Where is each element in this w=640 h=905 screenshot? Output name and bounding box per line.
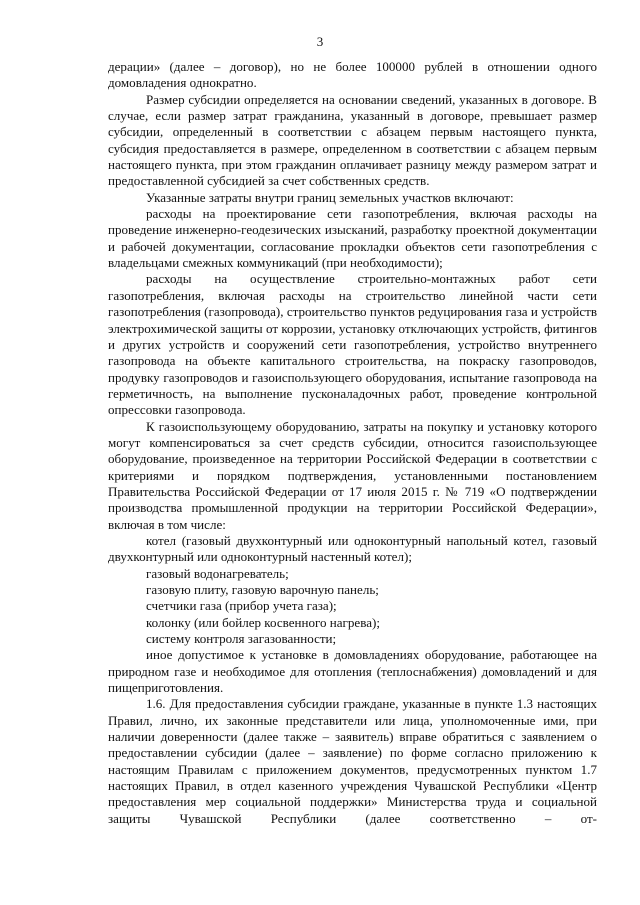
list-item-gas-control: систему контроля загазованности; bbox=[146, 631, 337, 647]
paragraph-1-6: 1.6. Для предоставления субсидии граждане, указанные в пункте 1.3 настоящих Правил, лично, их законные представители или лица, уполномоченные ими, при наличии доверенности (далее также – заявитель) вправе обратиться с заявлением о предоставлении субсидии (далее – заявление) по форме согласно приложению к настоящим Правилам с приложением документов, предусмотренных пунктом 1.7 настоящих Правил, в отдел казенного учреждения Чувашской Республики «Центр предоставления мер социальной поддержки» Министерства труда и социальной защиты Чувашской Республики (далее соответственно – от- bbox=[108, 696, 597, 826]
list-item-water-heater: газовый водонагреватель; bbox=[146, 565, 289, 581]
list-item-other-equipment: иное допустимое к установке в домовладениях оборудование, работающее на природном газе и необходимое для отопления (теплоснабжения) домовладений и для пищеприготовления. bbox=[108, 647, 597, 696]
list-item-column: колонку (или бойлер косвенного нагрева); bbox=[146, 614, 380, 630]
paragraph-1: дерации» (далее – договор), но не более 100000 рублей в отношении одного домовладения однократно. bbox=[108, 59, 597, 91]
paragraph-5: расходы на осуществление строительно-монтажных работ сети газопотребления, включая расходы на строительство линейной части сети газопотребления (газопровода), строительство пунктов редуцирования газа и устройств электрохимической защиты от коррозии, установку отключающих устройств, фитингов и других устройств и сооружений сети газопотребления, устройство внутреннего газопровода на объекте капитального строительства, на покраску газопроводов, продувку газопроводов и газоиспользующего оборудования, испытание газопровода на герметичность, на выполнение пусконаладочных работ, проведение контрольной опрессовки газопровода. bbox=[108, 271, 597, 418]
paragraph-6: К газоиспользующему оборудованию, затраты на покупку и установку которого могут компенсироваться за счет средств субсидии, относится газоиспользующее оборудование, произведенное на территории Российской Федерации в соответствии с критериями и порядком подтверждения, установленными постановлением Правительства Российской Федерации от 17 июля 2015 г. № 719 «О подтверждении производства промышленной продукции на территории Российской Федерации», включая в том числе: bbox=[108, 418, 597, 532]
list-item-boiler: котел (газовый двухконтурный или одноконтурный напольный котел, газовый двухконтурный или одноконтурный настенный котел); bbox=[108, 532, 597, 565]
list-item-stove: газовую плиту, газовую варочную панель; bbox=[146, 582, 379, 597]
paragraph-2: Размер субсидии определяется на основании сведений, указанных в договоре. В случае, если размер затрат гражданина, указанный в договоре, превышает размер субсидии, определенный в соответствии с абзацем первым настоящего пункта, субсидия предоставляется в размере, определенном в соответствии с абзацем первым настоящего пункта, при этом гражданин оплачивает разницу между размером затрат и предоставленной субсидией за счет собственных средств. bbox=[108, 91, 597, 189]
list-item-gas-meters: счетчики газа (прибор учета газа); bbox=[146, 598, 337, 614]
page-number: 3 bbox=[316, 34, 324, 49]
document-body bbox=[108, 59, 597, 827]
paragraph-3: Указанные затраты внутри границ земельных участков включают: bbox=[146, 189, 514, 205]
paragraph-4: расходы на проектирование сети газопотребления, включая расходы на проведение инженерно-геодезических изысканий, разработку проектной документации и рабочей документации, согласование прокладки объектов сети газопотребления с владельцами смежных коммуникаций (при необходимости); bbox=[108, 206, 597, 271]
